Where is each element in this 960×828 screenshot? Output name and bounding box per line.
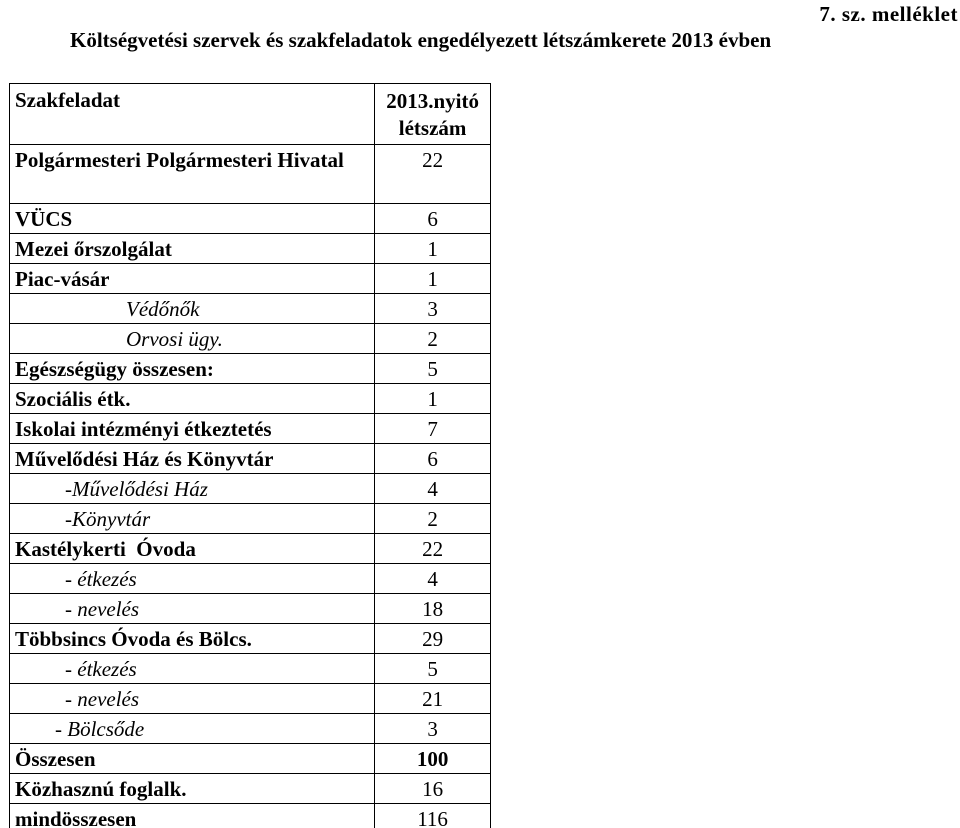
table-row <box>10 684 491 714</box>
row-name: Iskolai intézményi étkeztetés <box>10 414 375 444</box>
row-name: Polgármesteri Polgármesteri Hivatal <box>10 145 375 204</box>
row-name: Kastélykerti Óvoda <box>10 534 375 564</box>
row-name: Védőnők <box>10 294 375 324</box>
table-row <box>10 204 491 234</box>
row-name: - Bölcsőde <box>10 714 375 744</box>
row-name: -Könyvtár <box>10 504 375 534</box>
table-row <box>10 804 491 828</box>
row-name: - nevelés <box>10 684 375 714</box>
row-value: 1 <box>375 264 491 294</box>
row-value: 5 <box>375 354 491 384</box>
table-row <box>10 145 491 204</box>
row-value: 3 <box>375 294 491 324</box>
row-value: 22 <box>375 534 491 564</box>
headcount-table <box>9 83 491 828</box>
row-value: 4 <box>375 564 491 594</box>
table-row <box>10 654 491 684</box>
row-name: Piac-vásár <box>10 264 375 294</box>
table-row <box>10 444 491 474</box>
row-value: 29 <box>375 624 491 654</box>
header-name-cell: Szakfeladat <box>10 84 375 145</box>
row-name: Egészségügy összesen: <box>10 354 375 384</box>
row-value: 7 <box>375 414 491 444</box>
table-row <box>10 294 491 324</box>
row-name: mindösszesen <box>10 804 375 828</box>
table-row <box>10 534 491 564</box>
header-value-line1: 2013.nyitó <box>386 89 479 113</box>
row-value: 6 <box>375 444 491 474</box>
row-value: 3 <box>375 714 491 744</box>
table-row <box>10 354 491 384</box>
table-row <box>10 564 491 594</box>
table-row <box>10 324 491 354</box>
row-name: Közhasznú foglalk. <box>10 774 375 804</box>
row-value: 16 <box>375 774 491 804</box>
row-value: 4 <box>375 474 491 504</box>
row-name: Orvosi ügy. <box>10 324 375 354</box>
table-row <box>10 504 491 534</box>
row-value: 1 <box>375 384 491 414</box>
page-title: Költségvetési szervek és szakfeladatok engedélyezett létszámkerete 2013 évben <box>70 28 772 52</box>
row-value: 22 <box>375 145 491 204</box>
row-name: Többsincs Óvoda és Bölcs. <box>10 624 375 654</box>
table-row <box>10 714 491 744</box>
row-value: 5 <box>375 654 491 684</box>
row-value: 18 <box>375 594 491 624</box>
row-value: 100 <box>375 744 491 774</box>
table-row <box>10 774 491 804</box>
row-value: 2 <box>375 324 491 354</box>
table-row <box>10 744 491 774</box>
row-name: VÜCS <box>10 204 375 234</box>
row-name: - étkezés <box>10 654 375 684</box>
row-name: -Művelődési Ház <box>10 474 375 504</box>
table-row <box>10 264 491 294</box>
row-value: 116 <box>375 804 491 828</box>
row-name: Művelődési Ház és Könyvtár <box>10 444 375 474</box>
annex-label: 7. sz. melléklet <box>819 2 958 26</box>
row-value: 21 <box>375 684 491 714</box>
row-name: Mezei őrszolgálat <box>10 234 375 264</box>
header-value-line2: létszám <box>398 116 467 140</box>
table-header-row <box>10 84 491 145</box>
table-row <box>10 414 491 444</box>
header-value-cell <box>375 84 491 145</box>
row-value: 6 <box>375 204 491 234</box>
table-row <box>10 474 491 504</box>
row-name: Összesen <box>10 744 375 774</box>
row-name: Szociális étk. <box>10 384 375 414</box>
row-name: - nevelés <box>10 594 375 624</box>
table-row <box>10 384 491 414</box>
table-row <box>10 234 491 264</box>
row-value: 1 <box>375 234 491 264</box>
row-name: - étkezés <box>10 564 375 594</box>
table-row <box>10 624 491 654</box>
row-value: 2 <box>375 504 491 534</box>
table-row <box>10 594 491 624</box>
